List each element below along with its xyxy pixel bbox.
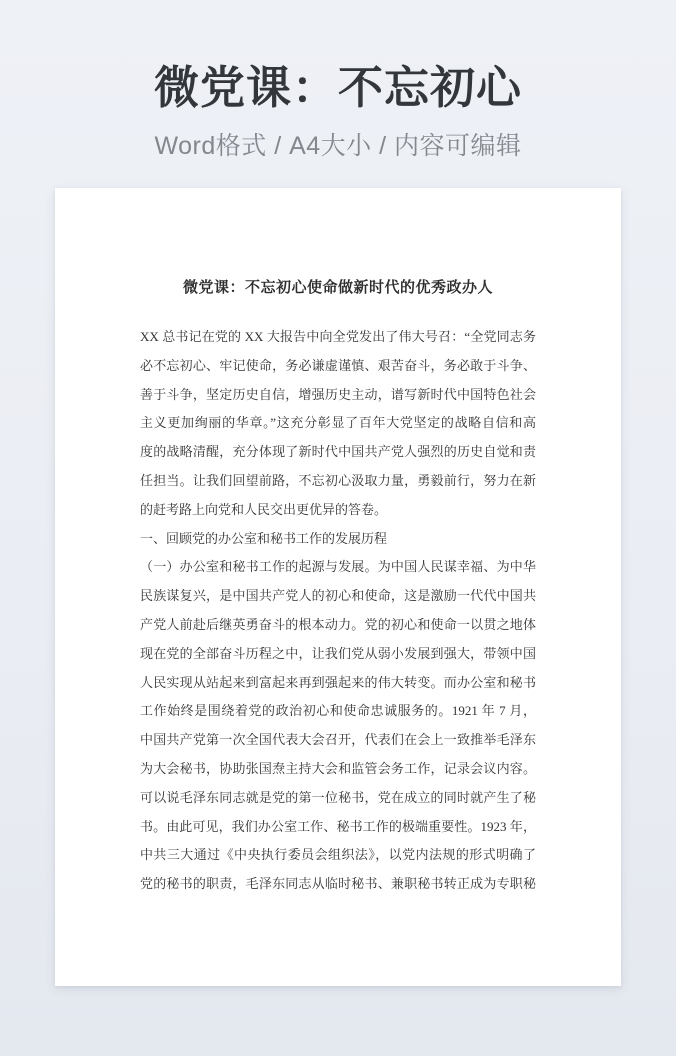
document-line: 为大会秘书，协助张国焘主持大会和监管会务工作，记录会议内容。 <box>140 760 536 776</box>
document-line: 中共三大通过《中央执行委员会组织法》，以党内法规的形式明确了 <box>140 847 536 863</box>
document-line: 党的秘书的职责，毛泽东同志从临时秘书、兼职秘书转正成为专职秘 <box>140 876 536 892</box>
document-line: 中国共产党第一次全国代表大会召开，代表们在会上一致推举毛泽东 <box>140 732 536 748</box>
document-title: 微党课：不忘初心使命做新时代的优秀政办人 <box>182 280 493 296</box>
document-line: （一）办公室和秘书工作的起源与发展。为中国人民谋幸福、为中华 <box>140 559 536 575</box>
document-body <box>140 323 536 899</box>
document-line: 的赶考路上向党和人民交出更优异的答卷。 <box>140 501 388 517</box>
document-line: 度的战略清醒，充分体现了新时代中国共产党人强烈的历史自觉和责 <box>140 444 536 460</box>
document-line: 现在党的全部奋斗历程之中，让我们党从弱小发展到强大，带领中国 <box>140 645 536 661</box>
document-line: 可以说毛泽东同志就是党的第一位秘书，党在成立的同时就产生了秘 <box>140 789 536 805</box>
document-line: 人民实现从站起来到富起来再到强起来的伟大转变。而办公室和秘书 <box>140 674 536 690</box>
document-line: 任担当。让我们回望前路，不忘初心汲取力量，勇毅前行，努力在新 <box>140 472 536 488</box>
document-line: 工作始终是围绕着党的政治初心和使命忠诚服务的。1921 年 7 月， <box>140 703 536 719</box>
document-page <box>55 188 621 986</box>
document-line: 一、回顾党的办公室和秘书工作的发展历程 <box>140 530 388 546</box>
document-line: XX 总书记在党的 XX 大报告中向全党发出了伟大号召：“全党同志务 <box>140 329 536 344</box>
document-line: 主义更加绚丽的华章。”这充分彰显了百年大党坚定的战略自信和高 <box>140 415 536 431</box>
banner-title: 微党课：不忘初心 <box>153 62 522 113</box>
banner-subtitle: Word格式 / A4大小 / 内容可编辑 <box>154 131 522 160</box>
banner <box>0 0 676 162</box>
document-line: 产党人前赴后继英勇奋斗的根本动力。党的初心和使命一以贯之地体 <box>140 616 536 632</box>
document-line: 善于斗争，坚定历史自信，增强历史主动，谱写新时代中国特色社会 <box>140 386 536 402</box>
document-line: 书。由此可见，我们办公室工作、秘书工作的极端重要性。1923 年， <box>140 818 536 834</box>
document-line: 民族谋复兴，是中国共产党人的初心和使命，这是激励一代代中国共 <box>140 588 536 604</box>
document-line: 必不忘初心、牢记使命，务必谦虚谨慎、艰苦奋斗，务必敢于斗争、 <box>140 357 536 373</box>
